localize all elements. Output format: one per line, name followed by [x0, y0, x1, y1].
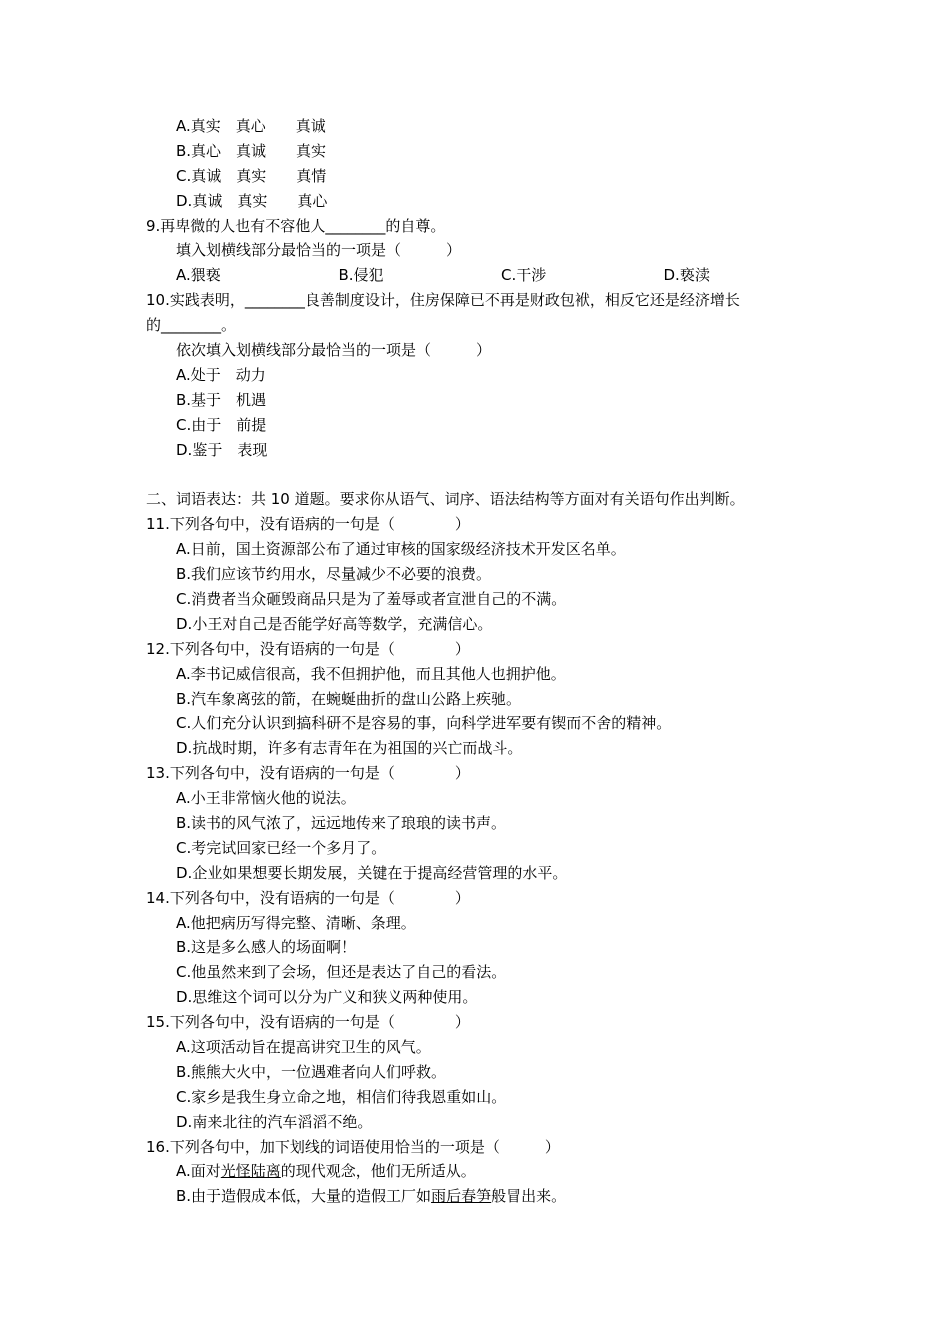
q14-option-a: A.他把病历写得完整、清晰、条理。	[176, 913, 416, 932]
q8-option-b: B.真心 真诚 真实	[176, 141, 327, 160]
q10-option-c: C.由于 前提	[176, 415, 267, 434]
q9-instruction: 填入划横线部分最恰当的一项是（ ）	[176, 241, 462, 260]
q13-option-b: B.读书的风气浓了，远远地传来了琅琅的读书声。	[176, 813, 507, 832]
spacer	[146, 462, 826, 487]
q11-option-d: D.小王对自己是否能学好高等数学，充满信心。	[176, 614, 493, 633]
q16-option-a-post: 的现代观念，他们无所适从。	[280, 1162, 476, 1181]
q10-option-a: A.处于 动力	[176, 365, 266, 384]
q10-instruction: 依次填入划横线部分最恰当的一项是（ ）	[176, 341, 492, 360]
q9-options	[146, 263, 826, 288]
q14-stem: 14.下列各句中，没有语病的一句是（ ）	[146, 888, 470, 907]
q14-option-c: C.他虽然来到了会场，但还是表达了自己的看法。	[176, 963, 507, 982]
q12-stem: 12.下列各句中，没有语病的一句是（ ）	[146, 639, 470, 658]
q12-option-b: B.汽车象离弦的箭，在蜿蜒曲折的盘山公路上疾驰。	[176, 689, 522, 708]
q8-option-d: D.真诚 真实 真心	[176, 191, 328, 210]
q8-option-c: C.真诚 真实 真情	[176, 166, 327, 185]
q9-stem: 9.再卑微的人也有不容他人________的自尊。	[146, 216, 446, 235]
q16-option-a-pre: A.面对	[176, 1162, 221, 1181]
q11-option-a: A.日前，国土资源部公布了通过审核的国家级经济技术开发区名单。	[176, 540, 626, 559]
q11-stem: 11.下列各句中，没有语病的一句是（ ）	[146, 515, 470, 534]
q12-option-a: A.李书记威信很高，我不但拥护他，而且其他人也拥护他。	[176, 664, 566, 683]
q15-option-c: C.家乡是我生身立命之地，相信们待我恩重如山。	[176, 1087, 507, 1106]
q16-option-b-pre: B.由于造假成本低，大量的造假工厂如	[176, 1187, 432, 1206]
q13-option-c: C.考完试回家已经一个多月了。	[176, 838, 387, 857]
q9-option-c: C.干涉	[501, 266, 547, 285]
q16-option-b	[146, 1184, 826, 1209]
q13-option-a: A.小王非常恼火他的说法。	[176, 789, 356, 808]
q13-stem: 13.下列各句中，没有语病的一句是（ ）	[146, 764, 470, 783]
q10-option-d: D.鉴于 表现	[176, 440, 268, 459]
q10-stem-line1: 10.实践表明，________良善制度设计，住房保障已不再是财政包袱，相反它还是经济增长	[146, 291, 740, 310]
q15-option-d: D.南来北往的汽车滔滔不绝。	[176, 1112, 373, 1131]
q11-option-b: B.我们应该节约用水，尽量减少不必要的浪费。	[176, 565, 492, 584]
q8-option-a: A.真实 真心 真诚	[176, 117, 326, 135]
q14-option-d: D.思维这个词可以分为广义和狭义两种使用。	[176, 988, 478, 1007]
q16-option-b-underlined: 雨后春笋	[431, 1187, 492, 1206]
q9-option-a: A.猥亵	[176, 266, 221, 285]
q16-stem: 16.下列各句中，加下划线的词语使用恰当的一项是（ ）	[146, 1137, 560, 1156]
q12-option-d: D.抗战时期，许多有志青年在为祖国的兴亡而战斗。	[176, 739, 523, 758]
page-content	[146, 114, 826, 1209]
q9-option-b: B.侵犯	[338, 266, 384, 285]
q13-option-d: D.企业如果想要长期发展，关键在于提高经营管理的水平。	[176, 863, 568, 882]
q12-option-c: C.人们充分认识到搞科研不是容易的事，向科学进军要有锲而不舍的精神。	[176, 714, 672, 733]
q10-stem-line2: 的________。	[146, 316, 237, 335]
q15-option-b: B.熊熊大火中，一位遇难者向人们呼救。	[176, 1062, 447, 1081]
q16-option-a-underlined: 光怪陆离	[220, 1162, 281, 1181]
q11-option-c: C.消费者当众砸毁商品只是为了羞辱或者宣泄自己的不满。	[176, 589, 567, 608]
q15-option-a: A.这项活动旨在提高讲究卫生的风气。	[176, 1037, 431, 1056]
q10-option-b: B.基于 机遇	[176, 390, 267, 409]
q9-option-d: D.亵渎	[663, 266, 710, 285]
section-2-heading: 二、词语表达：共 10 道题。要求你从语气、词序、语法结构等方面对有关语句作出判断。	[146, 490, 745, 509]
q16-option-a	[146, 1159, 826, 1184]
q14-option-b: B.这是多么感人的场面啊！	[176, 938, 357, 957]
q16-option-b-post: 般冒出来。	[491, 1187, 567, 1206]
q15-stem: 15.下列各句中，没有语病的一句是（ ）	[146, 1013, 470, 1032]
